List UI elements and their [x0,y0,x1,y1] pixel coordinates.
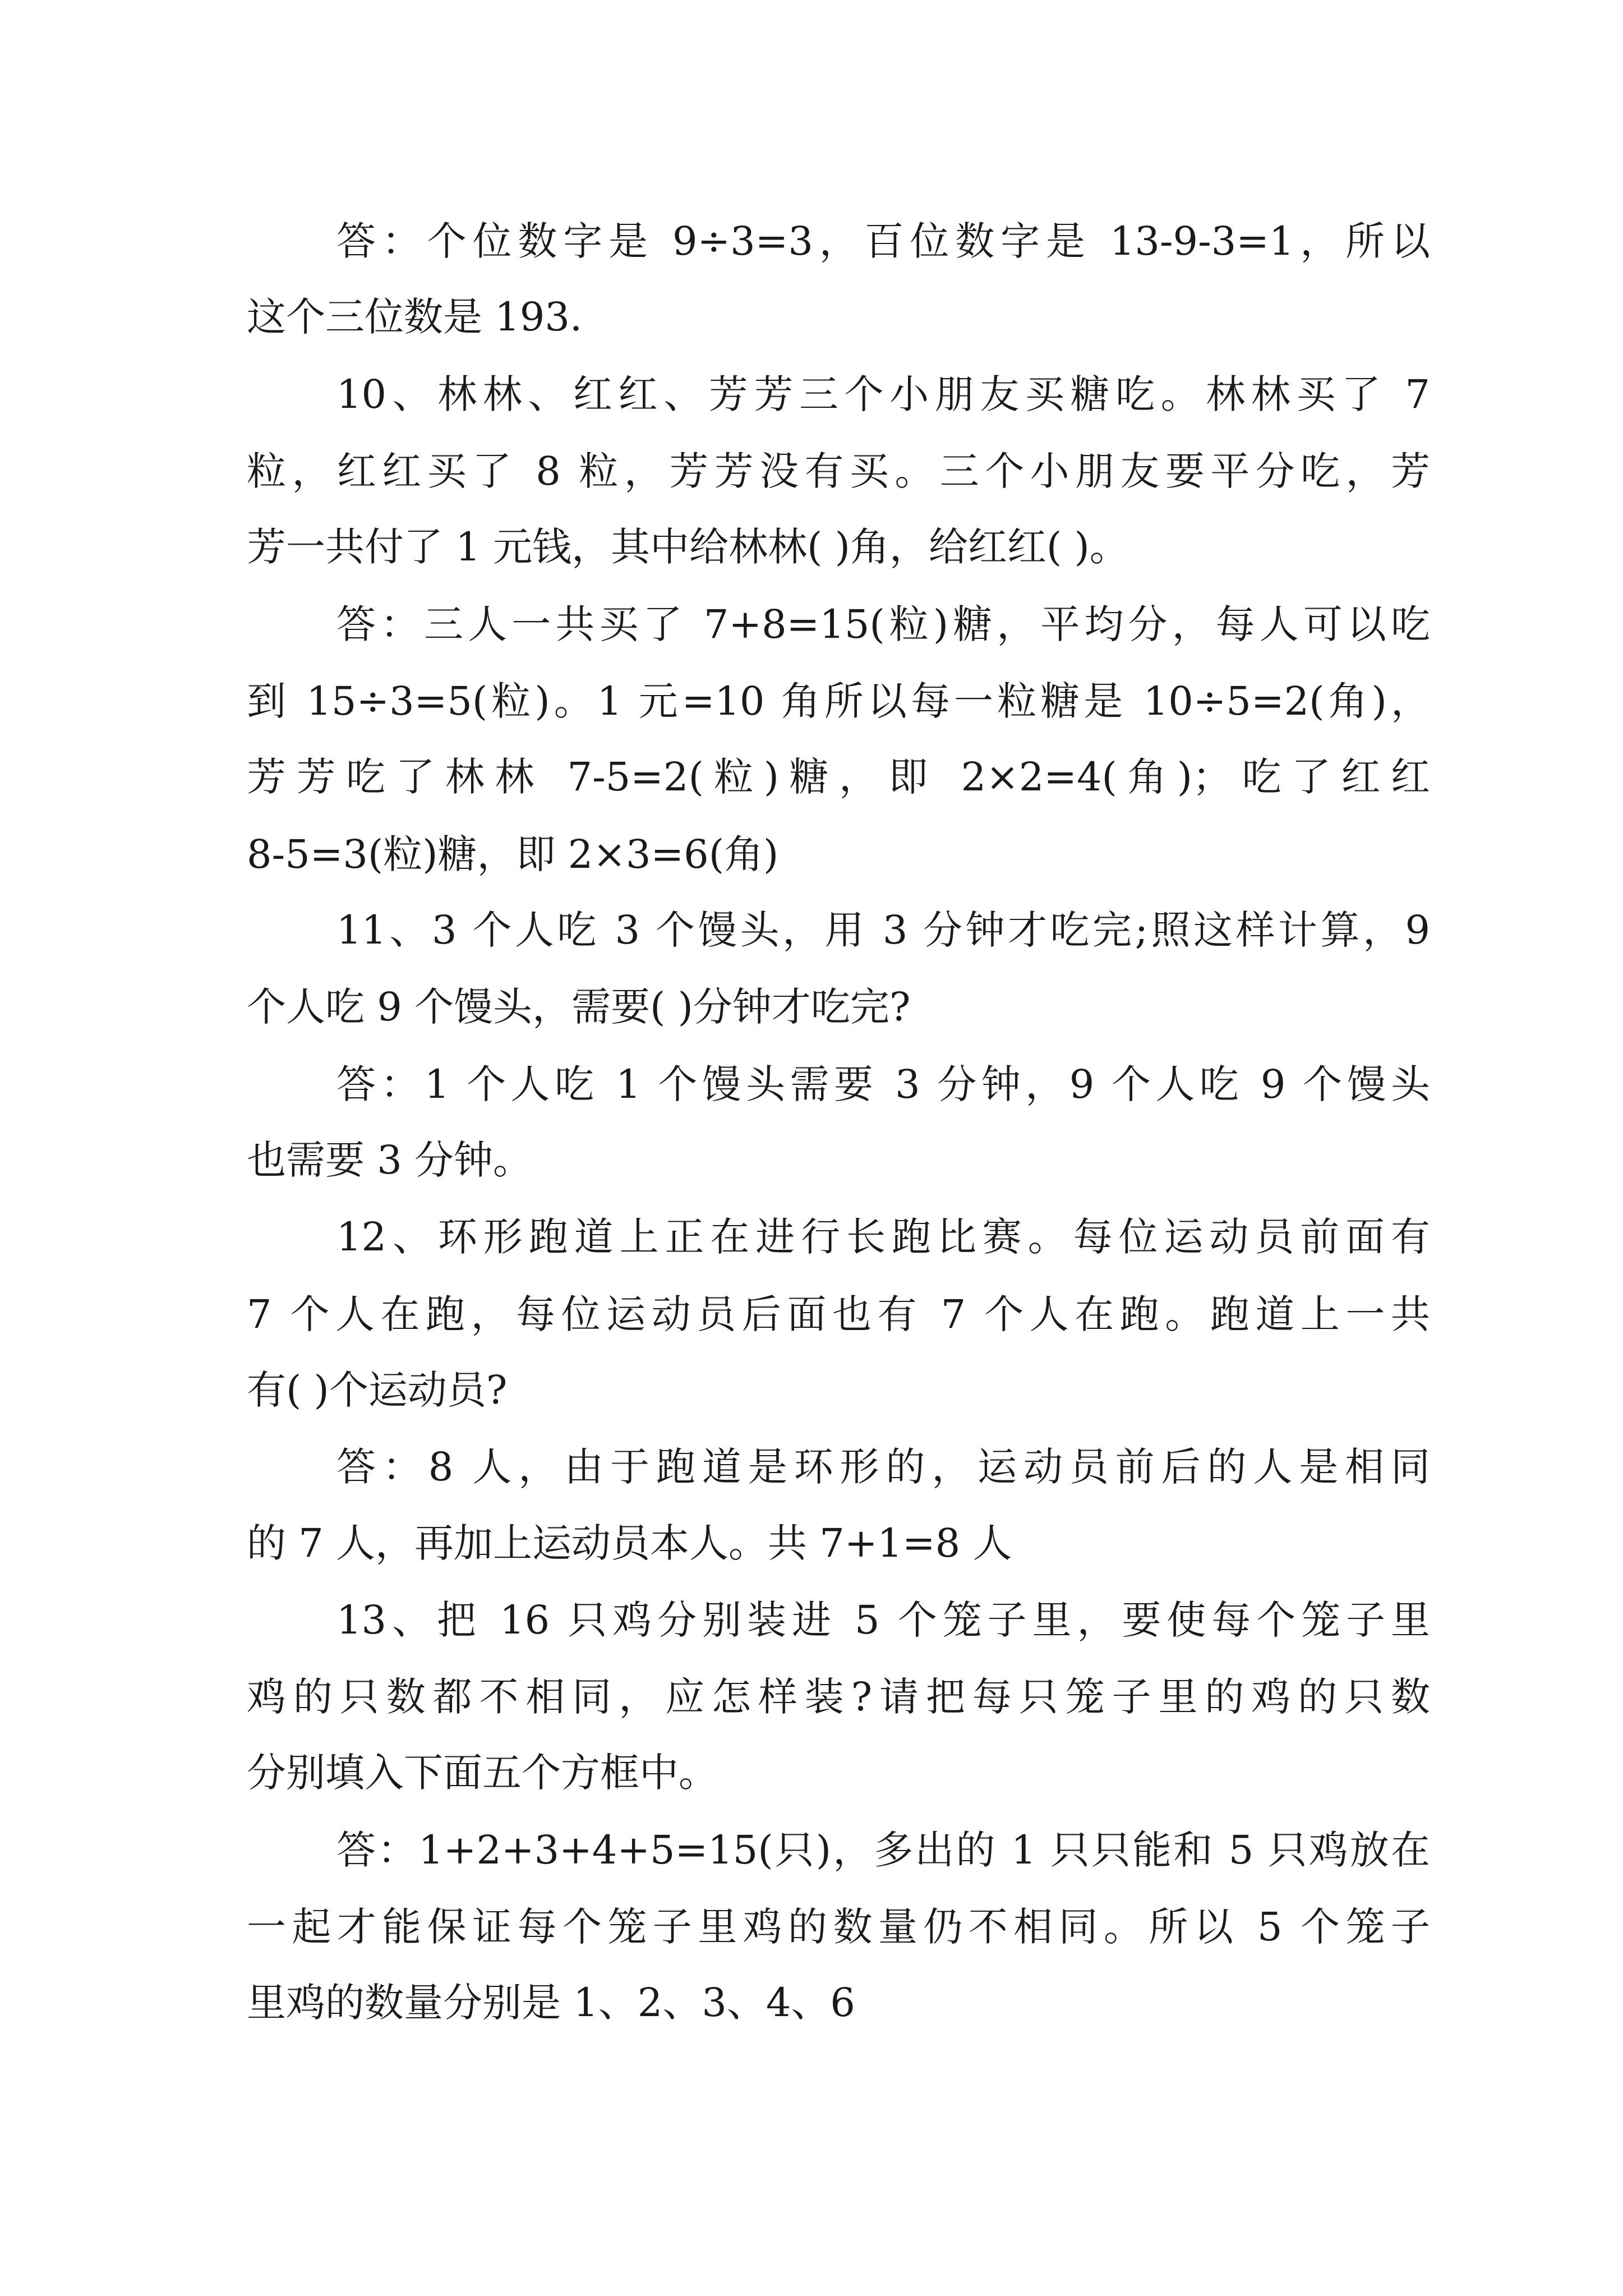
text-line: 一起才能保证每个笼子里鸡的数量仍不相同。所以 5 个笼子 [247,1904,1430,1950]
text-line: 个人吃 9 个馒头，需要( )分钟才吃完? [247,984,911,1030]
text-line: 到 15÷3=5(粒)。1 元=10 角所以每一粒糖是 10÷5=2(角)， [247,678,1430,724]
text-line: 有( )个运动员? [247,1367,508,1413]
text-line: 12、环形跑道上正在进行长跑比赛。每位运动员前面有 [336,1214,1430,1260]
text-line: 8-5=3(粒)糖，即 2×3=6(角) [247,831,779,877]
text-line: 芳一共付了 1 元钱，其中给林林( )角，给红红( )。 [247,524,1129,570]
text-line: 答：1 个人吃 1 个馒头需要 3 分钟，9 个人吃 9 个馒头 [336,1061,1430,1107]
text-line: 10、林林、红红、芳芳三个小朋友买糖吃。林林买了 7 [336,371,1430,417]
text-line: 里鸡的数量分别是 1、2、3、4、6 [247,1980,855,2026]
text-line: 7 个人在跑，每位运动员后面也有 7 个人在跑。跑道上一共 [247,1291,1430,1337]
text-line: 答：个位数字是 9÷3=3，百位数字是 13-9-3=1，所以 [336,218,1430,264]
text-line: 答：三人一共买了 7+8=15(粒)糖，平均分，每人可以吃 [336,601,1430,647]
text-line: 答：8 人，由于跑道是环形的，运动员前后的人是相同 [336,1444,1430,1490]
text-line: 的 7 人，再加上运动员本人。共 7+1=8 人 [247,1520,1012,1566]
text-line: 这个三位数是 193. [247,294,583,340]
text-line: 芳芳吃了林林 7-5=2(粒)糖，即 2×2=4(角)；吃了红红 [247,754,1430,800]
text-line: 答：1+2+3+4+5=15(只)，多出的 1 只只能和 5 只鸡放在 [336,1827,1430,1873]
text-line: 11、3 个人吃 3 个馒头，用 3 分钟才吃完;照这样计算，9 [336,907,1430,953]
text-line: 鸡的只数都不相同，应怎样装?请把每只笼子里的鸡的只数 [247,1674,1430,1720]
text-line: 粒，红红买了 8 粒，芳芳没有买。三个小朋友要平分吃，芳 [247,448,1430,494]
text-line: 也需要 3 分钟。 [247,1137,533,1183]
text-line: 分别填入下面五个方框中。 [247,1750,718,1796]
text-line: 13、把 16 只鸡分别装进 5 个笼子里，要使每个笼子里 [336,1597,1430,1643]
